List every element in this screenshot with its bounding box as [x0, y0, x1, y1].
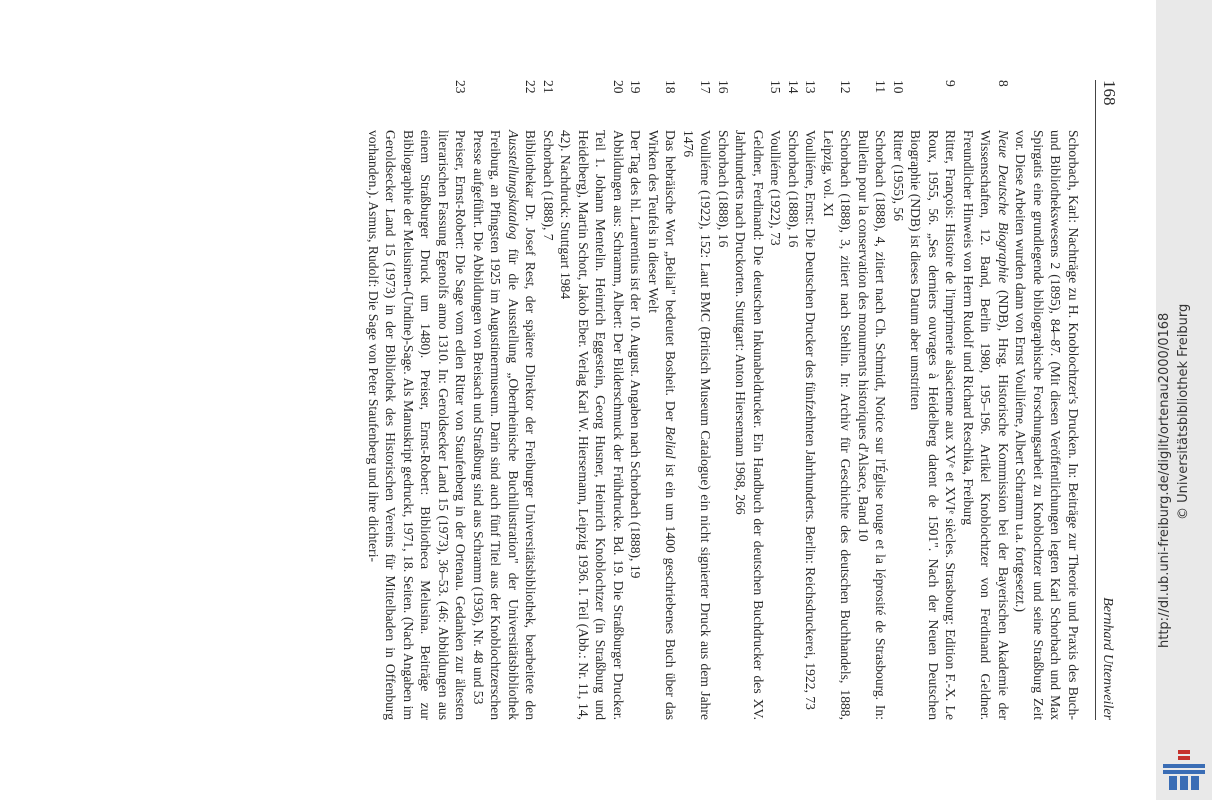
endnote-text-run: Ritter, François: Histoire de l'imprimerie alsacienne aux XVᵉ et XVIᵉ siècles. Strasbourg: Edition F.-X. Le Roux, 1955, 56. „Ses derniers ouvrages à Heidelberg datent de 1501". Nach der Neuen Deutschen Biographie (NDB) ist dieses Datum aber umstritten [908, 130, 959, 720]
endnote [715, 80, 733, 720]
endnote [470, 80, 540, 720]
endnote-text-run: Schorbach (1888), 16 [716, 130, 731, 248]
endnote-text-run: Das hebräische Wort „Belial" bedeutet Bosheit. Der [663, 130, 679, 427]
endnote [820, 80, 855, 720]
endnote-text-run: Geldner, Ferdinand: Die deutschen Inkunabeldrucker. Ein Handbuch der deutschen Buchdrucker des XV. Jahrhunderts nach Druckorten. Stuttgart: Anton Hiersemann 1968, 266 [733, 130, 766, 720]
endnote [627, 80, 645, 720]
endnote-italic-title: Ausstellungskatalog [506, 130, 521, 240]
endnote-number: 14 [786, 80, 801, 94]
endnote-text-run: Schorbach (1888), 4, zitiert nach Ch. Schmidt, Notice sur l'Église rouge et la léprosité de Strasbourg. In: Bulletin pour la conservation des monuments historiques d'Alsace, Band 10 [856, 130, 889, 720]
endnote-number [732, 80, 767, 130]
endnote-number: 15 [768, 80, 784, 94]
endnote-text [627, 130, 645, 720]
endnote [802, 80, 820, 720]
endnote-text-run: Bibliothekar Dr. Josef Rest, der spätere Direktor der Freiburger Universitätsbibliothek, bearbeitete den [523, 130, 539, 720]
endnote [767, 80, 785, 720]
endnote-text [785, 130, 803, 720]
endnote-text-run: ist ein um 1400 geschriebenes Buch über das Wirken des Teufels in dieser Welt [646, 130, 679, 720]
page-number: 168 [1100, 80, 1119, 106]
ub-freiburg-logo-icon [1163, 746, 1205, 794]
endnote-number: 10 [891, 80, 906, 94]
endnote-text [470, 130, 540, 720]
endnote [365, 80, 470, 720]
endnotes-list [365, 80, 1083, 720]
endnote [645, 80, 680, 720]
endnote [680, 80, 715, 720]
endnote [732, 80, 767, 720]
endnote-text [890, 130, 908, 720]
endnote-text [1012, 130, 1082, 720]
endnote-number [1012, 80, 1082, 130]
endnote-italic-title: Belial [663, 426, 679, 459]
endnote-text-run: Voulliéme (1922), 152: Laut BMC (Britisch Museum Catalogue) ein nicht signierter Druck aus dem Jahre 1476 [681, 130, 714, 720]
endnote-text [820, 130, 855, 720]
endnote [540, 80, 558, 720]
endnote-number: 11 [873, 80, 889, 94]
endnote-number: 20 [611, 80, 626, 94]
endnote-text-run: Voulliéme (1922), 73 [768, 130, 784, 246]
endnote [907, 80, 960, 720]
endnote-number: 13 [803, 80, 819, 94]
endnote-text-run: Ritter (1955), 56 [891, 130, 906, 221]
endnote-text [557, 130, 627, 720]
endnote [1012, 80, 1082, 720]
endnote-number: 9 [943, 80, 959, 87]
endnote-text-run: (NDB), Hrsg. Historische Kommission bei der Bayerischen Akademie der Wissenschaften, 12. Band, Berlin 1980, 195–196. Artikel Knoblochtzer von Ferdinand Geldner. Freundlicher Hinweis von Herrn Rudolf und Richard Reschika, Freiburg [961, 130, 1011, 720]
endnote-text [960, 130, 1013, 720]
endnote-number: 23 [453, 80, 469, 94]
sidebar-strip: http://dl.ub.uni-freiburg.de/diglit/ortenau2000/0168 © Universitätsbibliothek Freiburg [1156, 0, 1212, 800]
endnote-text [732, 130, 767, 720]
endnote-number: 8 [996, 80, 1011, 87]
endnote-text-run: Abbildungen aus: Schramm, Albert: Der Bilderschmuck der Frühdrucke. Bd. 19. Die Straßburger Drucker. Teil 1. Johann Mentelin. Heinrich Eggestein, Georg Husner, Heinrich Knoblochtzer (in Straßburg und Heidelberg), Martin Schott, Jakob Eber. Verlag Karl W. Hiersemann, Leipzig 1936. I. Teil (Abb.: Nr. 11, 14, 42). Nachdruck: Stuttgart 1984 [558, 130, 626, 720]
endnote-number: 18 [663, 80, 679, 94]
endnote-number: 21 [541, 80, 556, 94]
endnote-italic-title: Neue Deutsche Biographie [996, 130, 1011, 284]
endnote [890, 80, 908, 720]
endnote-text [645, 130, 680, 720]
endnote-text-run: Schorbach, Karl: Nachträge zu H. Knoblochtzer's Drucken. In: Beiträge zur Theorie und Praxis des Buch- und Bibliothekswesens 2 (1895), 84–87. (Mit diesen Veröffentlichungen legten Karl Schorbach und Max Spirgatis eine grundlegende bibliographische Forschungsarbeit zu Knoblochtzer und seine Straßburg Zeit vor. Diese Arbeiten wurden dann von Ernst Voulliéme, Albert Schramm u.a. fortgesetzt.) [1013, 130, 1081, 720]
endnote [557, 80, 627, 720]
endnote [960, 80, 1013, 720]
endnote-text [715, 130, 733, 720]
endnote-number: 19 [628, 80, 644, 94]
endnote-text [680, 130, 715, 720]
endnote-number: 16 [716, 80, 731, 94]
endnote-number: 22 [523, 80, 539, 94]
endnote-text-run: Voulliéme, Ernst: Die Deutschen Drucker des fünfzehnten Jahrhunderts. Berlin: Reichsdruckerei, 1922, 73 [803, 130, 819, 710]
endnote-number: 12 [838, 80, 854, 94]
endnote-number: 17 [698, 80, 714, 94]
endnote [785, 80, 803, 720]
endnote-text [540, 130, 558, 720]
running-head [1095, 80, 1122, 720]
endnote-text-run: für die Ausstellung „Oberrheinische Buchillustration" der Universitätsbibliothek Freiburg, an Pfingsten 1925 im Augustinermuseum. Darin sind auch fünf Titel aus der Knoblochtzerschen Presse aufgeführt. Die Abbildungen von Breisach und Straßburg sind aus Schramm (1936), Nr. 48 und 53 [471, 130, 521, 720]
endnote [855, 80, 890, 720]
endnote-text-run: Schorbach (1888), 3, zitiert nach Stehlin. In: Archiv für Geschichte des deutschen Buchhandels, 1888, Leipzig, vol. XI [821, 130, 854, 720]
endnote-text [767, 130, 785, 720]
endnote-text [802, 130, 820, 720]
endnote-text [855, 130, 890, 720]
endnote-text [907, 130, 960, 720]
endnote-text-run: Der Tag des hl. Laurentius ist der 10. August. Angaben nach Schorbach (1888), 19 [628, 130, 644, 579]
endnote-text-run: Schorbach (1888), 7 [541, 130, 556, 241]
endnote-text-run: Preiser, Ernst-Robert: Die Sage vom edlen Ritter von Staufenberg in der Ortenau. Gedanken zur ältesten literarischen Fassung Egenolfs anno 1310. In: Geroldsecker Land 15 (1973), 36–53. (46: Abbildungen aus einem Straßburger Druck um 1480). Preiser, Ernst-Robert: Bibliotheca Melusina. Beiträge zur Bibliographie der Melusinen-(Undine)-Sage. Als Manuskript gedruckt, 1971, 18. Seiten. (Nach Angaben im Geroldsecker Land 15 (1973) in der Bibliothek des Historischen Vereins für Mittelbaden in Offenburg vorhanden.). Asmus, Rudolf: Die Sage von Peter Staufenberg und ihre dichteri- [366, 130, 469, 720]
running-head-author: Bernhard Uttenweiler [1100, 597, 1115, 720]
endnote-text [365, 130, 470, 720]
endnote-text-run: Schorbach (1888), 16 [786, 130, 801, 248]
